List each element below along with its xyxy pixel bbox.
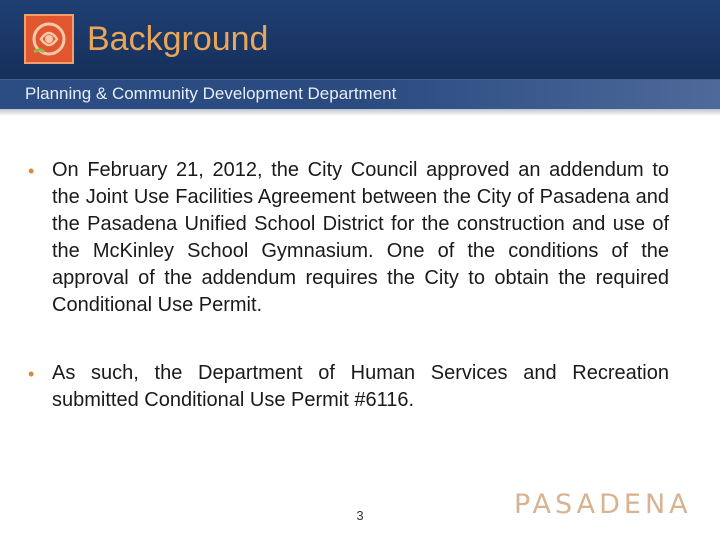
- header-shadow: [0, 108, 720, 116]
- bullet-marker: •: [28, 161, 35, 181]
- bullet-text-council-approval: On February 21, 2012, the City Council approved an addendum to the Joint Use Facilities Agreement between the City of Pasadena and the Pasadena Unified School District for the construction and use of the McKinley School Gymnasium. One of the conditions of the approval of the addendum requires the City to obtain the required Conditional Use Permit.: [52, 159, 669, 316]
- page-number: 3: [356, 508, 364, 523]
- slide-title: Background: [87, 20, 269, 58]
- pasadena-wordmark: PASADENA: [514, 489, 692, 520]
- department-subtitle: Planning & Community Development Department: [25, 84, 397, 103]
- rose-logo-icon: [24, 14, 74, 64]
- bullet-text-permit-submission: As such, the Department of Human Services and Recreation submitted Conditional Use Permit #6116.: [52, 362, 669, 411]
- bullet-marker: •: [28, 364, 35, 384]
